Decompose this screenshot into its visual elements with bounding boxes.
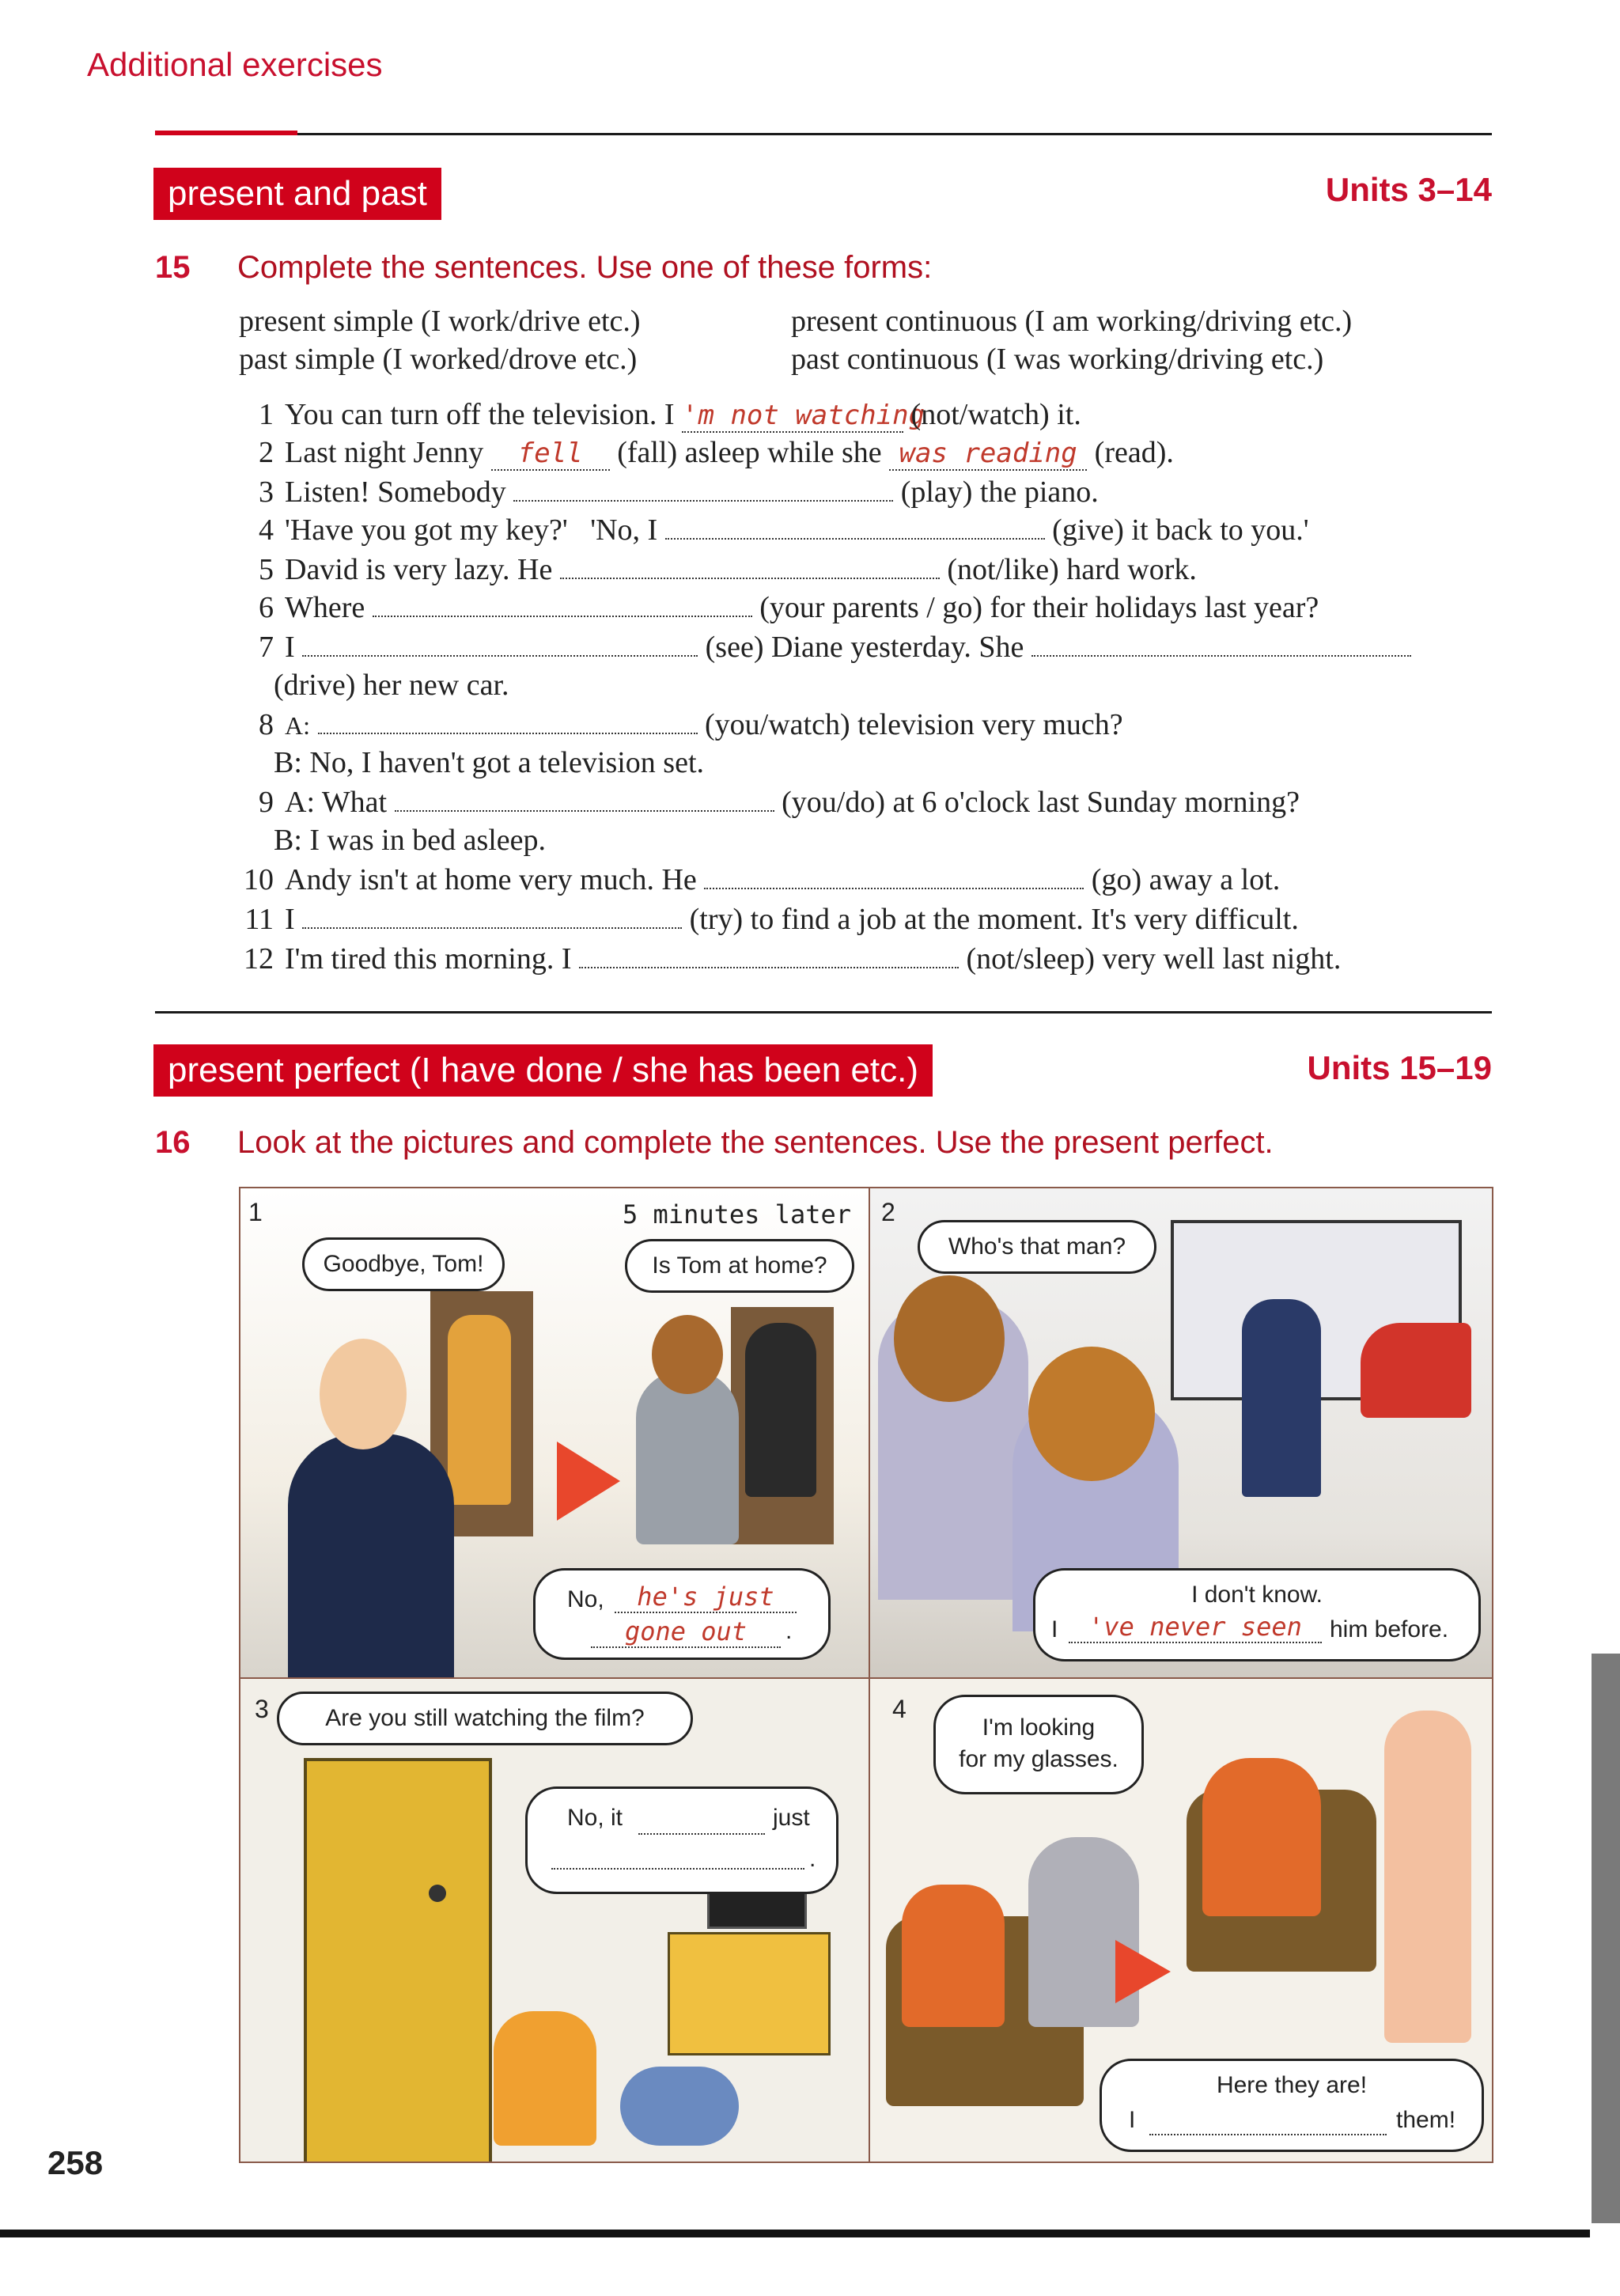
exercise-instruction-15: Complete the sentences. Use one of these forms:: [237, 250, 933, 285]
blank-11[interactable]: [302, 904, 682, 929]
panel-number-1: 1: [248, 1198, 263, 1226]
woman-figure-left: [448, 1315, 511, 1505]
answer-2b[interactable]: was reading: [889, 438, 1087, 471]
exercise-number-16: 16: [155, 1125, 191, 1160]
question-12: 12 I'm tired this morning. I (not/sleep) very well last night.: [244, 942, 1342, 976]
picture-panel-1: [239, 1187, 872, 1680]
girl-figure: [636, 1370, 739, 1544]
question-8-reply: B: No, I haven't got a television set.: [274, 746, 705, 779]
arrow-icon-2: [1115, 1940, 1171, 2003]
question-1: 1 You can turn off the television. I 'm not watching (not/watch) it.: [259, 398, 1081, 431]
middle-rule: [155, 1011, 1492, 1013]
units-reference-2: Units 15–19: [1307, 1049, 1492, 1086]
speech-bubble-answer-3: No, it just .: [525, 1786, 838, 1894]
question-6: 6 Where (your parents / go) for their holidays last year?: [259, 591, 1319, 624]
panel-number-3: 3: [255, 1695, 269, 1723]
blank-8[interactable]: [318, 709, 698, 734]
tv-cabinet: [668, 1932, 831, 2055]
top-rule: [155, 133, 1492, 135]
form-past-continuous: past continuous (I was working/driving etc.): [791, 343, 1324, 376]
man-seated-left: [902, 1885, 1005, 2027]
woman-figure-right: [745, 1323, 816, 1497]
question-7: 7 I (see) Diane yesterday. She: [234, 630, 1411, 665]
question-3: 3 Listen! Somebody (play) the piano.: [259, 475, 1099, 509]
blank-10[interactable]: [704, 864, 1084, 889]
answer-panel-1a[interactable]: he's just: [615, 1582, 797, 1613]
page-number: 258: [47, 2144, 104, 2181]
man-figure: [288, 1434, 454, 1679]
blank-panel-3b[interactable]: [551, 1844, 804, 1870]
blank-panel-3a[interactable]: [638, 1809, 765, 1835]
blank-5[interactable]: [560, 554, 940, 579]
red-car: [1361, 1323, 1471, 1418]
speech-bubble-answer-1: No, he's just gone out .: [533, 1568, 831, 1660]
woman-standing: [1384, 1711, 1471, 2043]
blank-panel-4[interactable]: [1149, 2110, 1387, 2135]
question-7-cont: (drive) her new car.: [274, 669, 509, 702]
blank-9[interactable]: [395, 786, 774, 812]
blank-3[interactable]: [513, 476, 893, 502]
woman-right-hair: [1028, 1347, 1155, 1481]
page-header-title: Additional exercises: [87, 46, 383, 83]
page-edge-tab: [1592, 1654, 1620, 2223]
top-rule-accent: [155, 131, 297, 135]
section-banner-present-past: present and past: [153, 168, 441, 220]
question-10: 10 Andy isn't at home very much. He (go) away a lot.: [244, 863, 1281, 896]
child-crawling: [620, 2067, 739, 2146]
child-kneeling: [494, 2011, 596, 2146]
form-present-simple: present simple (I work/drive etc.): [239, 305, 641, 338]
panel-number-4: 4: [892, 1695, 907, 1723]
door-knob: [429, 1885, 446, 1902]
man-head: [320, 1339, 407, 1449]
picture-panel-2: [869, 1187, 1493, 1680]
speech-bubble-goodbye: Goodbye, Tom!: [302, 1237, 505, 1291]
blank-7a[interactable]: [302, 631, 698, 657]
form-present-continuous: present continuous (I am working/driving etc.): [791, 305, 1353, 338]
exercise-number-15: 15: [155, 250, 191, 285]
speech-bubble-is-tom-home: Is Tom at home?: [625, 1239, 854, 1293]
speech-bubble-watching-film: Are you still watching the film?: [277, 1692, 693, 1745]
question-4: 4 'Have you got my key?' 'No, I (give) it back to you.': [259, 513, 1309, 547]
question-8: 8 A: (you/watch) television very much?: [259, 708, 1123, 741]
answer-2a[interactable]: fell: [491, 438, 610, 471]
section-banner-present-perfect: present perfect (I have done / she has been etc.): [153, 1044, 933, 1097]
woman-left-hair: [894, 1275, 1005, 1402]
blank-7b[interactable]: [1031, 631, 1411, 657]
blank-12[interactable]: [579, 943, 959, 968]
bottom-rule: [0, 2230, 1590, 2237]
picture-panel-4: [869, 1677, 1493, 2163]
question-9-reply: B: I was in bed asleep.: [274, 824, 547, 857]
exercise-instruction-16: Look at the pictures and complete the sentences. Use the present perfect.: [237, 1125, 1274, 1160]
question-11: 11 I (try) to find a job at the moment. It's very difficult.: [244, 903, 1299, 936]
girl-head: [652, 1315, 723, 1394]
man-in-street: [1242, 1299, 1321, 1497]
answer-1[interactable]: 'm not watching: [682, 400, 925, 431]
form-past-simple: past simple (I worked/drove etc.): [239, 343, 638, 376]
question-5: 5 David is very lazy. He (not/like) hard work.: [259, 553, 1197, 586]
speech-bubble-answer-4: Here they are! I them!: [1100, 2059, 1484, 2152]
arrow-icon: [557, 1442, 620, 1521]
picture-panel-3: [239, 1677, 872, 2163]
question-9: 9 A: What (you/do) at 6 o'clock last Sunday morning?: [259, 786, 1300, 819]
speech-bubble-answer-2: I don't know. I 've never seen him before.: [1033, 1568, 1481, 1661]
door: [304, 1758, 492, 2163]
answer-panel-1b[interactable]: gone out: [591, 1616, 781, 1648]
speech-bubble-whos-that: Who's that man?: [918, 1220, 1156, 1274]
blank-6[interactable]: [373, 592, 752, 617]
man-seated-right: [1202, 1758, 1321, 1916]
panel-caption-1: 5 minutes later: [623, 1199, 851, 1229]
answer-panel-2[interactable]: 've never seen: [1069, 1612, 1322, 1643]
units-reference-1: Units 3–14: [1325, 171, 1492, 208]
panel-number-2: 2: [881, 1198, 895, 1226]
speech-bubble-looking-glasses: I'm looking for my glasses.: [933, 1695, 1144, 1794]
question-2: 2 Last night Jenny fell (fall) asleep while she was reading (read).: [259, 436, 1174, 469]
blank-4[interactable]: [665, 514, 1045, 540]
